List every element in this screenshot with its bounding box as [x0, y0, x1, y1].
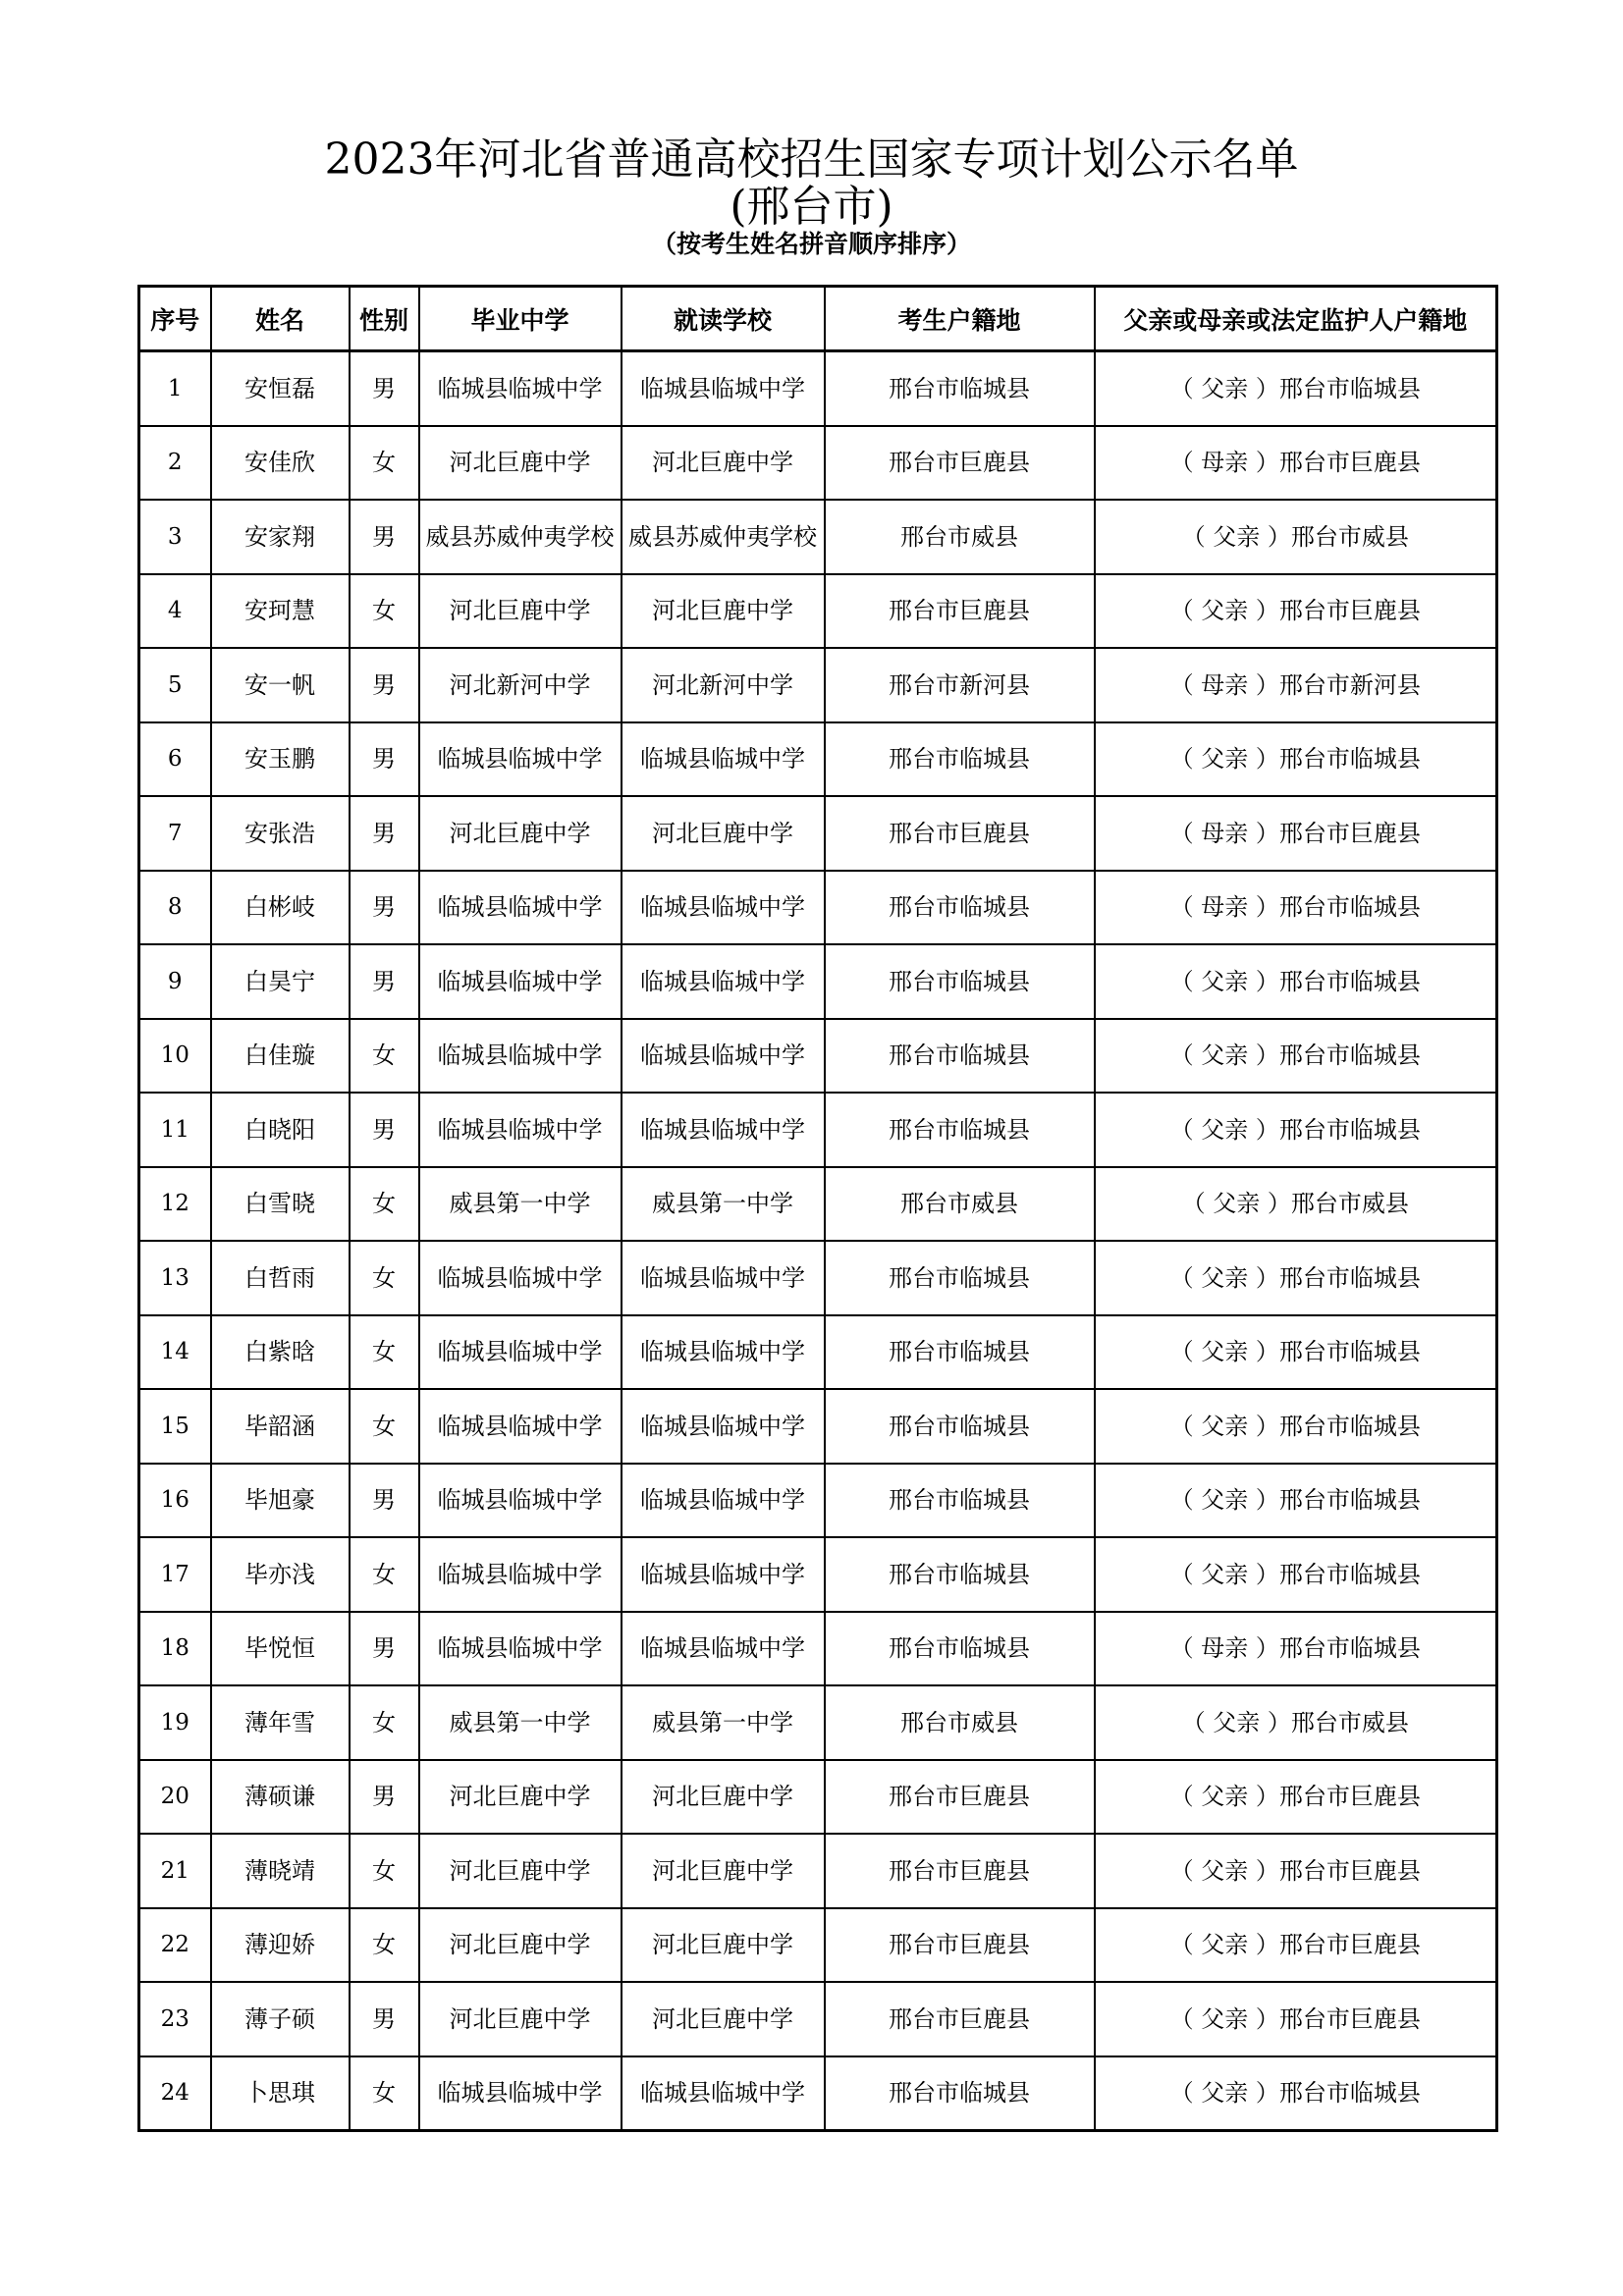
cell-guardian-residence: （ 父亲 ）邢台市临城县 — [1095, 1019, 1497, 1094]
cell-seq: 17 — [139, 1537, 211, 1612]
cell-gender: 女 — [350, 2056, 419, 2131]
cell-residence: 邢台市巨鹿县 — [825, 796, 1095, 871]
cell-gender: 男 — [350, 944, 419, 1019]
table-row — [139, 1908, 1497, 1983]
table-row — [139, 500, 1497, 574]
cell-grad-school: 临城县临城中学 — [419, 1093, 622, 1167]
table-row — [139, 351, 1497, 426]
cell-name: 薄硕谦 — [211, 1760, 350, 1835]
cell-guardian-residence: （ 父亲 ）邢台市巨鹿县 — [1095, 1982, 1497, 2056]
cell-residence: 邢台市巨鹿县 — [825, 574, 1095, 649]
cell-current-school: 临城县临城中学 — [622, 1537, 825, 1612]
page-subtitle-city: (邢台市) — [730, 182, 893, 232]
cell-residence: 邢台市临城县 — [825, 1389, 1095, 1464]
cell-residence: 邢台市临城县 — [825, 1464, 1095, 1538]
cell-gender: 女 — [350, 1241, 419, 1315]
cell-guardian-residence: （ 父亲 ）邢台市临城县 — [1095, 1315, 1497, 1390]
cell-guardian-residence: （ 母亲 ）邢台市临城县 — [1095, 1612, 1497, 1686]
cell-seq: 1 — [139, 351, 211, 426]
cell-name: 白彬岐 — [211, 871, 350, 945]
cell-current-school: 河北巨鹿中学 — [622, 574, 825, 649]
cell-seq: 12 — [139, 1167, 211, 1242]
cell-residence: 邢台市临城县 — [825, 944, 1095, 1019]
cell-residence: 邢台市巨鹿县 — [825, 1834, 1095, 1908]
cell-residence: 邢台市威县 — [825, 1685, 1095, 1760]
cell-grad-school: 河北巨鹿中学 — [419, 1760, 622, 1835]
cell-gender: 女 — [350, 1685, 419, 1760]
cell-gender: 女 — [350, 1834, 419, 1908]
table-row — [139, 648, 1497, 722]
cell-guardian-residence: （ 父亲 ）邢台市威县 — [1095, 1167, 1497, 1242]
cell-seq: 14 — [139, 1315, 211, 1390]
cell-name: 薄年雪 — [211, 1685, 350, 1760]
cell-seq: 11 — [139, 1093, 211, 1167]
cell-current-school: 河北巨鹿中学 — [622, 1908, 825, 1983]
cell-grad-school: 临城县临城中学 — [419, 722, 622, 797]
header-grad-school: 毕业中学 — [419, 287, 622, 351]
table-row — [139, 1241, 1497, 1315]
table-row — [139, 426, 1497, 501]
cell-guardian-residence: （ 父亲 ）邢台市临城县 — [1095, 1241, 1497, 1315]
cell-name: 安佳欣 — [211, 426, 350, 501]
cell-seq: 6 — [139, 722, 211, 797]
cell-grad-school: 临城县临城中学 — [419, 871, 622, 945]
cell-current-school: 临城县临城中学 — [622, 1464, 825, 1538]
table-row — [139, 1019, 1497, 1094]
cell-current-school: 临城县临城中学 — [622, 722, 825, 797]
cell-seq: 13 — [139, 1241, 211, 1315]
cell-guardian-residence: （ 母亲 ）邢台市临城县 — [1095, 871, 1497, 945]
page-title: 2023年河北省普通高校招生国家专项计划公示名单 — [324, 134, 1299, 185]
cell-name: 毕韶涵 — [211, 1389, 350, 1464]
cell-current-school: 临城县临城中学 — [622, 1093, 825, 1167]
cell-name: 薄迎娇 — [211, 1908, 350, 1983]
header-residence: 考生户籍地 — [825, 287, 1095, 351]
table-body — [139, 351, 1497, 2131]
cell-current-school: 临城县临城中学 — [622, 1389, 825, 1464]
cell-residence: 邢台市威县 — [825, 1167, 1095, 1242]
cell-gender: 男 — [350, 1093, 419, 1167]
cell-name: 安一帆 — [211, 648, 350, 722]
cell-guardian-residence: （ 父亲 ）邢台市临城县 — [1095, 1093, 1497, 1167]
cell-seq: 18 — [139, 1612, 211, 1686]
table-row — [139, 1685, 1497, 1760]
table-row — [139, 574, 1497, 649]
cell-grad-school: 临城县临城中学 — [419, 1315, 622, 1390]
cell-grad-school: 河北巨鹿中学 — [419, 574, 622, 649]
cell-current-school: 河北巨鹿中学 — [622, 1760, 825, 1835]
cell-seq: 22 — [139, 1908, 211, 1983]
admission-list-table — [137, 285, 1498, 2132]
cell-gender: 男 — [350, 1982, 419, 2056]
cell-current-school: 河北新河中学 — [622, 648, 825, 722]
table-row — [139, 1093, 1497, 1167]
cell-seq: 15 — [139, 1389, 211, 1464]
cell-name: 安恒磊 — [211, 351, 350, 426]
cell-name: 毕亦浅 — [211, 1537, 350, 1612]
cell-gender: 女 — [350, 426, 419, 501]
table-row — [139, 796, 1497, 871]
cell-name: 毕旭豪 — [211, 1464, 350, 1538]
cell-name: 白佳璇 — [211, 1019, 350, 1094]
cell-name: 薄晓靖 — [211, 1834, 350, 1908]
cell-grad-school: 临城县临城中学 — [419, 1464, 622, 1538]
table-row — [139, 1167, 1497, 1242]
cell-residence: 邢台市巨鹿县 — [825, 1760, 1095, 1835]
cell-grad-school: 威县第一中学 — [419, 1167, 622, 1242]
table-header-row — [139, 287, 1497, 351]
cell-residence: 邢台市巨鹿县 — [825, 1982, 1095, 2056]
cell-gender: 男 — [350, 351, 419, 426]
table-row — [139, 1315, 1497, 1390]
cell-guardian-residence: （ 母亲 ）邢台市巨鹿县 — [1095, 426, 1497, 501]
cell-residence: 邢台市临城县 — [825, 1019, 1095, 1094]
header-seq: 序号 — [139, 287, 211, 351]
cell-gender: 男 — [350, 1760, 419, 1835]
cell-grad-school: 河北巨鹿中学 — [419, 426, 622, 501]
table-row — [139, 1982, 1497, 2056]
cell-name: 白昊宁 — [211, 944, 350, 1019]
cell-grad-school: 临城县临城中学 — [419, 1537, 622, 1612]
table-row — [139, 944, 1497, 1019]
cell-guardian-residence: （ 父亲 ）邢台市临城县 — [1095, 1389, 1497, 1464]
cell-current-school: 威县第一中学 — [622, 1167, 825, 1242]
cell-current-school: 河北巨鹿中学 — [622, 1982, 825, 2056]
cell-grad-school: 临城县临城中学 — [419, 1241, 622, 1315]
cell-seq: 20 — [139, 1760, 211, 1835]
cell-residence: 邢台市巨鹿县 — [825, 426, 1095, 501]
cell-guardian-residence: （ 父亲 ）邢台市巨鹿县 — [1095, 1760, 1497, 1835]
cell-seq: 9 — [139, 944, 211, 1019]
cell-grad-school: 威县第一中学 — [419, 1685, 622, 1760]
table-row — [139, 1537, 1497, 1612]
cell-name: 白雪晓 — [211, 1167, 350, 1242]
sort-note: （按考生姓名拼音顺序排序） — [651, 230, 971, 258]
cell-residence: 邢台市临城县 — [825, 1612, 1095, 1686]
cell-gender: 男 — [350, 648, 419, 722]
cell-seq: 23 — [139, 1982, 211, 2056]
cell-seq: 7 — [139, 796, 211, 871]
cell-gender: 男 — [350, 796, 419, 871]
cell-seq: 4 — [139, 574, 211, 649]
cell-current-school: 临城县临城中学 — [622, 1315, 825, 1390]
cell-guardian-residence: （ 父亲 ）邢台市巨鹿县 — [1095, 1908, 1497, 1983]
cell-grad-school: 临城县临城中学 — [419, 2056, 622, 2131]
cell-name: 安张浩 — [211, 796, 350, 871]
header-name: 姓名 — [211, 287, 350, 351]
header-guardian-residence: 父亲或母亲或法定监护人户籍地 — [1095, 287, 1497, 351]
cell-residence: 邢台市巨鹿县 — [825, 1908, 1095, 1983]
cell-grad-school: 河北巨鹿中学 — [419, 1834, 622, 1908]
cell-name: 安玉鹏 — [211, 722, 350, 797]
cell-gender: 女 — [350, 1019, 419, 1094]
cell-name: 白紫晗 — [211, 1315, 350, 1390]
cell-seq: 5 — [139, 648, 211, 722]
cell-name: 白晓阳 — [211, 1093, 350, 1167]
cell-gender: 女 — [350, 1537, 419, 1612]
cell-guardian-residence: （ 父亲 ）邢台市临城县 — [1095, 1537, 1497, 1612]
cell-guardian-residence: （ 母亲 ）邢台市巨鹿县 — [1095, 796, 1497, 871]
cell-guardian-residence: （ 父亲 ）邢台市临城县 — [1095, 2056, 1497, 2131]
cell-current-school: 威县苏威仲夷学校 — [622, 500, 825, 574]
cell-grad-school: 威县苏威仲夷学校 — [419, 500, 622, 574]
cell-current-school: 威县第一中学 — [622, 1685, 825, 1760]
table-row — [139, 1464, 1497, 1538]
cell-guardian-residence: （ 父亲 ）邢台市临城县 — [1095, 722, 1497, 797]
table-row — [139, 1612, 1497, 1686]
cell-guardian-residence: （ 母亲 ）邢台市新河县 — [1095, 648, 1497, 722]
cell-gender: 男 — [350, 1464, 419, 1538]
cell-grad-school: 河北巨鹿中学 — [419, 796, 622, 871]
cell-gender: 女 — [350, 1389, 419, 1464]
table-row — [139, 2056, 1497, 2131]
cell-guardian-residence: （ 父亲 ）邢台市巨鹿县 — [1095, 574, 1497, 649]
cell-residence: 邢台市临城县 — [825, 1241, 1095, 1315]
cell-current-school: 临城县临城中学 — [622, 351, 825, 426]
cell-seq: 19 — [139, 1685, 211, 1760]
cell-guardian-residence: （ 父亲 ）邢台市巨鹿县 — [1095, 1834, 1497, 1908]
cell-name: 白哲雨 — [211, 1241, 350, 1315]
cell-current-school: 临城县临城中学 — [622, 871, 825, 945]
cell-grad-school: 河北巨鹿中学 — [419, 1908, 622, 1983]
cell-grad-school: 临城县临城中学 — [419, 351, 622, 426]
cell-name: 毕悦恒 — [211, 1612, 350, 1686]
cell-current-school: 临城县临城中学 — [622, 1241, 825, 1315]
cell-residence: 邢台市临城县 — [825, 1093, 1095, 1167]
cell-seq: 2 — [139, 426, 211, 501]
cell-grad-school: 临城县临城中学 — [419, 944, 622, 1019]
cell-gender: 男 — [350, 1612, 419, 1686]
table-row — [139, 1389, 1497, 1464]
cell-gender: 女 — [350, 574, 419, 649]
cell-residence: 邢台市威县 — [825, 500, 1095, 574]
header-current-school: 就读学校 — [622, 287, 825, 351]
cell-name: 薄子硕 — [211, 1982, 350, 2056]
cell-seq: 10 — [139, 1019, 211, 1094]
cell-current-school: 临城县临城中学 — [622, 1019, 825, 1094]
cell-gender: 女 — [350, 1908, 419, 1983]
cell-grad-school: 河北新河中学 — [419, 648, 622, 722]
cell-seq: 8 — [139, 871, 211, 945]
cell-grad-school: 临城县临城中学 — [419, 1389, 622, 1464]
cell-current-school: 临城县临城中学 — [622, 2056, 825, 2131]
cell-current-school: 临城县临城中学 — [622, 1612, 825, 1686]
cell-gender: 男 — [350, 722, 419, 797]
cell-guardian-residence: （ 父亲 ）邢台市临城县 — [1095, 351, 1497, 426]
cell-residence: 邢台市临城县 — [825, 1537, 1095, 1612]
cell-seq: 16 — [139, 1464, 211, 1538]
cell-seq: 24 — [139, 2056, 211, 2131]
cell-residence: 邢台市临城县 — [825, 2056, 1095, 2131]
cell-grad-school: 河北巨鹿中学 — [419, 1982, 622, 2056]
cell-residence: 邢台市新河县 — [825, 648, 1095, 722]
cell-current-school: 临城县临城中学 — [622, 944, 825, 1019]
cell-residence: 邢台市临城县 — [825, 1315, 1095, 1390]
cell-seq: 3 — [139, 500, 211, 574]
cell-residence: 邢台市临城县 — [825, 722, 1095, 797]
table-row — [139, 722, 1497, 797]
table-row — [139, 1760, 1497, 1835]
cell-gender: 女 — [350, 1167, 419, 1242]
cell-guardian-residence: （ 父亲 ）邢台市临城县 — [1095, 1464, 1497, 1538]
cell-residence: 邢台市临城县 — [825, 871, 1095, 945]
cell-gender: 男 — [350, 871, 419, 945]
cell-guardian-residence: （ 父亲 ）邢台市威县 — [1095, 500, 1497, 574]
cell-residence: 邢台市临城县 — [825, 351, 1095, 426]
cell-name: 安珂慧 — [211, 574, 350, 649]
cell-current-school: 河北巨鹿中学 — [622, 1834, 825, 1908]
cell-name: 卜思琪 — [211, 2056, 350, 2131]
header-gender: 性别 — [350, 287, 419, 351]
cell-current-school: 河北巨鹿中学 — [622, 796, 825, 871]
table-row — [139, 1834, 1497, 1908]
cell-seq: 21 — [139, 1834, 211, 1908]
table-row — [139, 871, 1497, 945]
cell-guardian-residence: （ 父亲 ）邢台市临城县 — [1095, 944, 1497, 1019]
cell-current-school: 河北巨鹿中学 — [622, 426, 825, 501]
cell-gender: 男 — [350, 500, 419, 574]
cell-name: 安家翔 — [211, 500, 350, 574]
cell-grad-school: 临城县临城中学 — [419, 1019, 622, 1094]
cell-gender: 女 — [350, 1315, 419, 1390]
cell-guardian-residence: （ 父亲 ）邢台市威县 — [1095, 1685, 1497, 1760]
cell-grad-school: 临城县临城中学 — [419, 1612, 622, 1686]
